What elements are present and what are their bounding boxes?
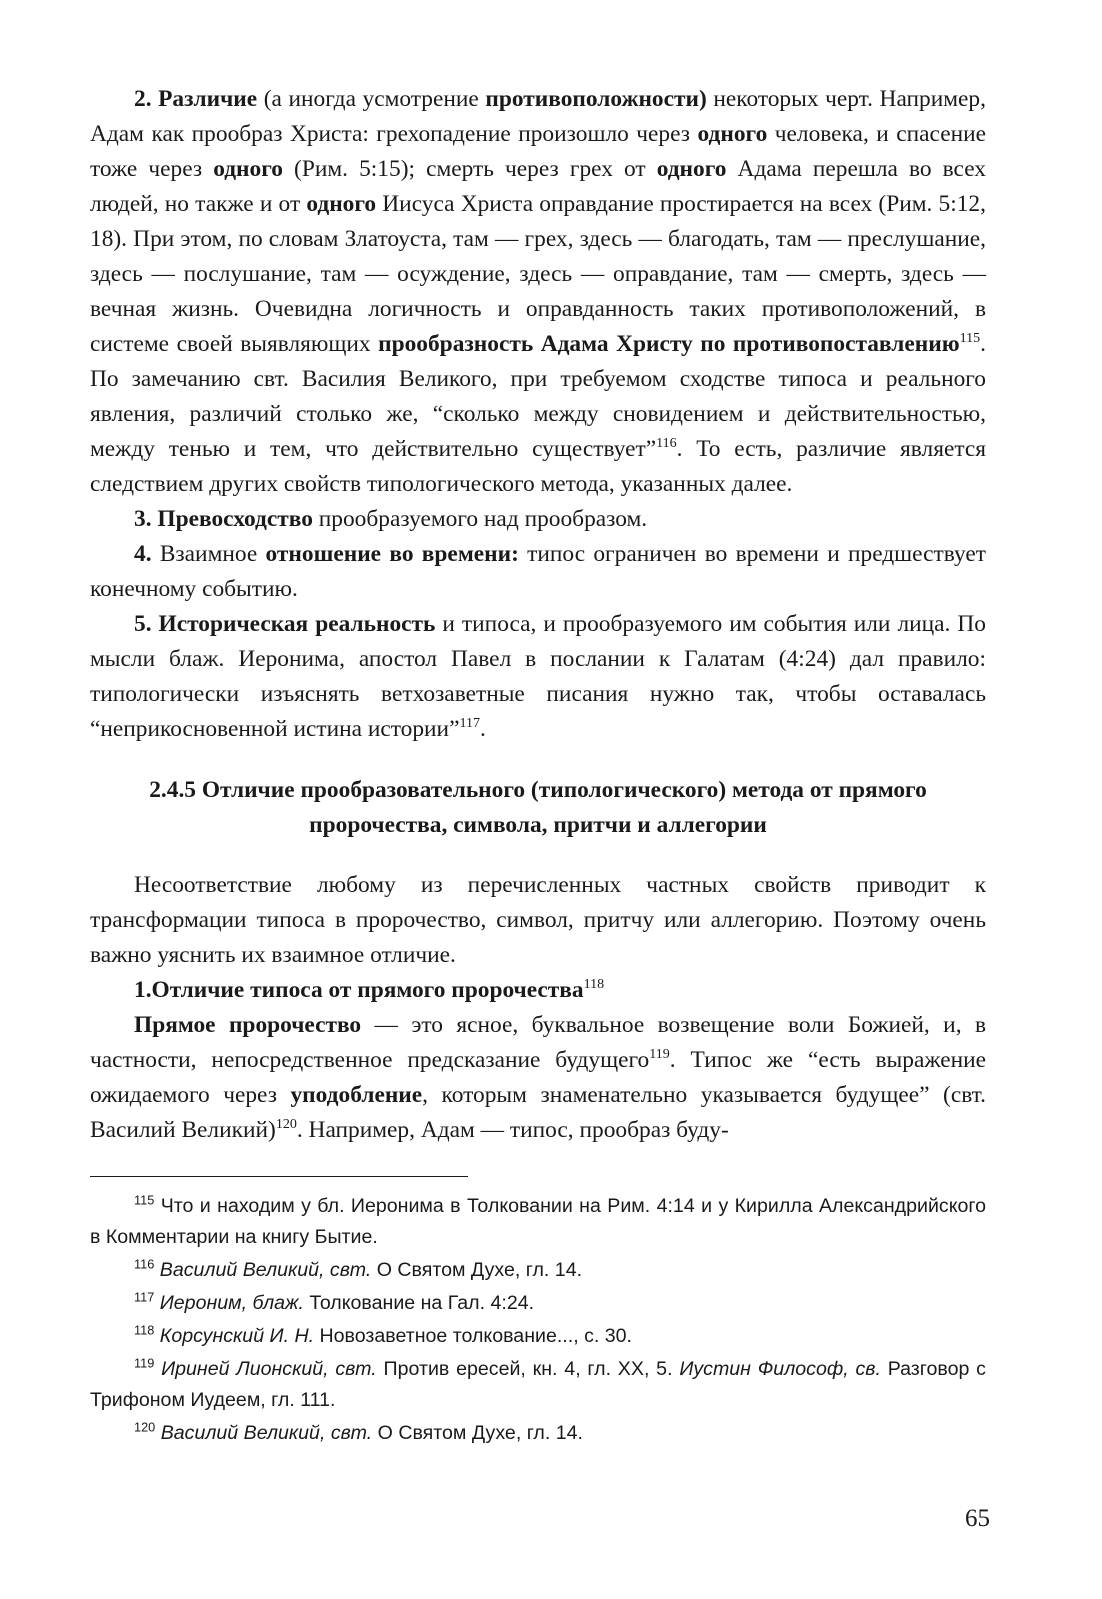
term-opposition: противоположности): [485, 86, 707, 112]
footnote-text: О Святом Духе, гл. 14.: [372, 1422, 583, 1444]
footnote-ref-120[interactable]: 120: [275, 1116, 297, 1133]
section-heading: 2.4.5 Отличие прообразовательного (типологического) метода от прямого пророчества, символа, притчи и аллегории: [149, 777, 927, 838]
footnote-number: 120: [134, 1419, 156, 1435]
text-run: . Типос же “есть выражение ожидаемого через: [90, 1047, 986, 1108]
footnote-ref-117[interactable]: 117: [459, 715, 480, 732]
term-difference: 2. Различие: [134, 86, 258, 112]
term-superiority: 3. Превосходство: [134, 506, 313, 532]
term-direct-prophecy: Прямое пророчество: [134, 1012, 362, 1038]
footnotes: [90, 1191, 986, 1449]
item-number: 4.: [134, 541, 152, 567]
text-run: Взаимное: [151, 541, 266, 567]
text-run: типос ограничен во времени и предшествует конечному событию.: [90, 541, 986, 602]
footnote-number: 115: [134, 1192, 155, 1208]
paragraph-historical-reality: [90, 607, 986, 747]
term-typology-by-contrast: прообразность Адама Христу по противопоставлению: [378, 331, 960, 357]
text-run: — это ясное, буквальное возвещение воли Божией, и, в частности, непосредственное предсказание будущего: [90, 1012, 986, 1073]
footnote-ref-118[interactable]: 118: [583, 976, 605, 993]
text-run: человека, и спасение тоже через: [90, 121, 986, 182]
footnote: [90, 1191, 986, 1253]
term-historical-reality: 5. Историческая реальность: [134, 611, 436, 637]
section-intro: Несоответствие любому из перечисленных частных свойств приводит к трансформации типоса в пророчество, символ, притчу или аллегорию. Поэтому очень важно уяснить их взаимное отличие.: [90, 872, 986, 968]
emphasis-one: одного: [656, 156, 727, 182]
footnote-author: Иустин Философ, св.: [679, 1358, 881, 1380]
footnote-text: Разговор с Трифоном Иудеем, гл. 111.: [90, 1358, 986, 1411]
footnote-divider: [90, 1176, 468, 1177]
footnote-number: 119: [134, 1355, 155, 1371]
footnote-ref-119[interactable]: 119: [649, 1046, 670, 1063]
footnote: [90, 1321, 986, 1352]
main-text: [90, 82, 986, 1148]
subheading-text: 1.Отличие типоса от прямого пророчества: [134, 977, 584, 1003]
footnote-author: Корсунский И. Н.: [159, 1325, 315, 1347]
subheading: [90, 973, 986, 1008]
footnote: [90, 1255, 986, 1286]
emphasis-one: одного: [697, 121, 768, 147]
footnote-author: Василий Великий, свт.: [159, 1259, 372, 1281]
footnote: [90, 1418, 986, 1449]
text-run: . Например, Адам — типос, прообраз буду-: [296, 1117, 729, 1143]
text-run: некоторых черт. Например, Адам как прообраз Христа: грехопадение произошло через: [90, 86, 986, 147]
paragraph-superiority: [90, 502, 986, 537]
emphasis-one: одного: [306, 191, 377, 217]
paragraph-time-relation: [90, 537, 986, 607]
text-run: Иисуса Христа оправдание простирается на всех (Рим. 5:12, 18). При этом, по словам Златоуста, там — грех, здесь — благодать, там — преслушание, здесь — послушание, там — осуждение, здесь — оправдание, там — смерть, здесь — вечная жизнь. Очевидна логичность и оправданность таких противоположений, в системе своей выявляющих: [90, 191, 986, 357]
footnote-ref-115[interactable]: 115: [959, 330, 981, 347]
text-run: прообразуемого над прообразом.: [312, 506, 648, 532]
text-run: и типоса, и прообразуемого им события или лица. По мысли блаж. Иеронима, апостол Павел в послании к Галатам (4:24) дал правило: типологически изъяснять ветхозаветные писания нужно так, чтобы оставалась “неприкосновенной истина истории”: [90, 611, 986, 742]
text-run: Адама перешла во всех людей, но также и от: [90, 156, 986, 217]
footnote-text: Толкование на Гал. 4:24.: [303, 1292, 535, 1314]
footnote-author: Иероним, блаж.: [159, 1292, 304, 1314]
text-run: (а иногда усмотрение: [257, 86, 486, 112]
text-run: .: [479, 716, 486, 742]
paragraph-direct-prophecy: [90, 1008, 986, 1148]
footnote-number: 116: [134, 1256, 155, 1272]
footnote-text: Против ересей, кн. 4, гл. XX, 5.: [376, 1358, 680, 1380]
footnote: [90, 1288, 986, 1319]
footnote-author: Ириней Лионский, свт.: [161, 1358, 377, 1380]
footnote-number: 118: [134, 1322, 155, 1338]
footnote-text: Что и находим у бл. Иеронима в Толковании на Рим. 4:14 и у Кирилла Александрийского в Комментарии на книгу Бытие.: [90, 1195, 986, 1248]
footnote-text: О Святом Духе, гл. 14.: [371, 1259, 583, 1281]
text-run: . По замечанию свт. Василия Великого, при требуемом сходстве типоса и реального явления, различий столько же, “сколько между сновидением и действительностью, между тенью и тем, что действительно существует”: [90, 331, 986, 462]
term-time-relation: отношение во времени:: [265, 541, 519, 567]
paragraph-difference: [90, 82, 986, 502]
footnote-author: Василий Великий, свт.: [160, 1422, 373, 1444]
text-run: , которым знаменательно указывается будущее” (свт. Василий Великий): [90, 1082, 986, 1143]
emphasis-one: одного: [213, 156, 283, 182]
footnote-text: Новозаветное толкование..., с. 30.: [314, 1325, 633, 1347]
text-run: (Рим. 5:15); смерть через грех от: [282, 156, 657, 182]
footnote: [90, 1354, 986, 1416]
term-likeness: уподобление: [290, 1082, 423, 1108]
text-run: . То есть, различие является следствием других свойств типологического метода, указанных далее.: [90, 436, 986, 497]
footnote-number: 117: [134, 1289, 155, 1305]
footnote-ref-116[interactable]: 116: [656, 435, 677, 452]
page-number: 65: [965, 1505, 990, 1532]
